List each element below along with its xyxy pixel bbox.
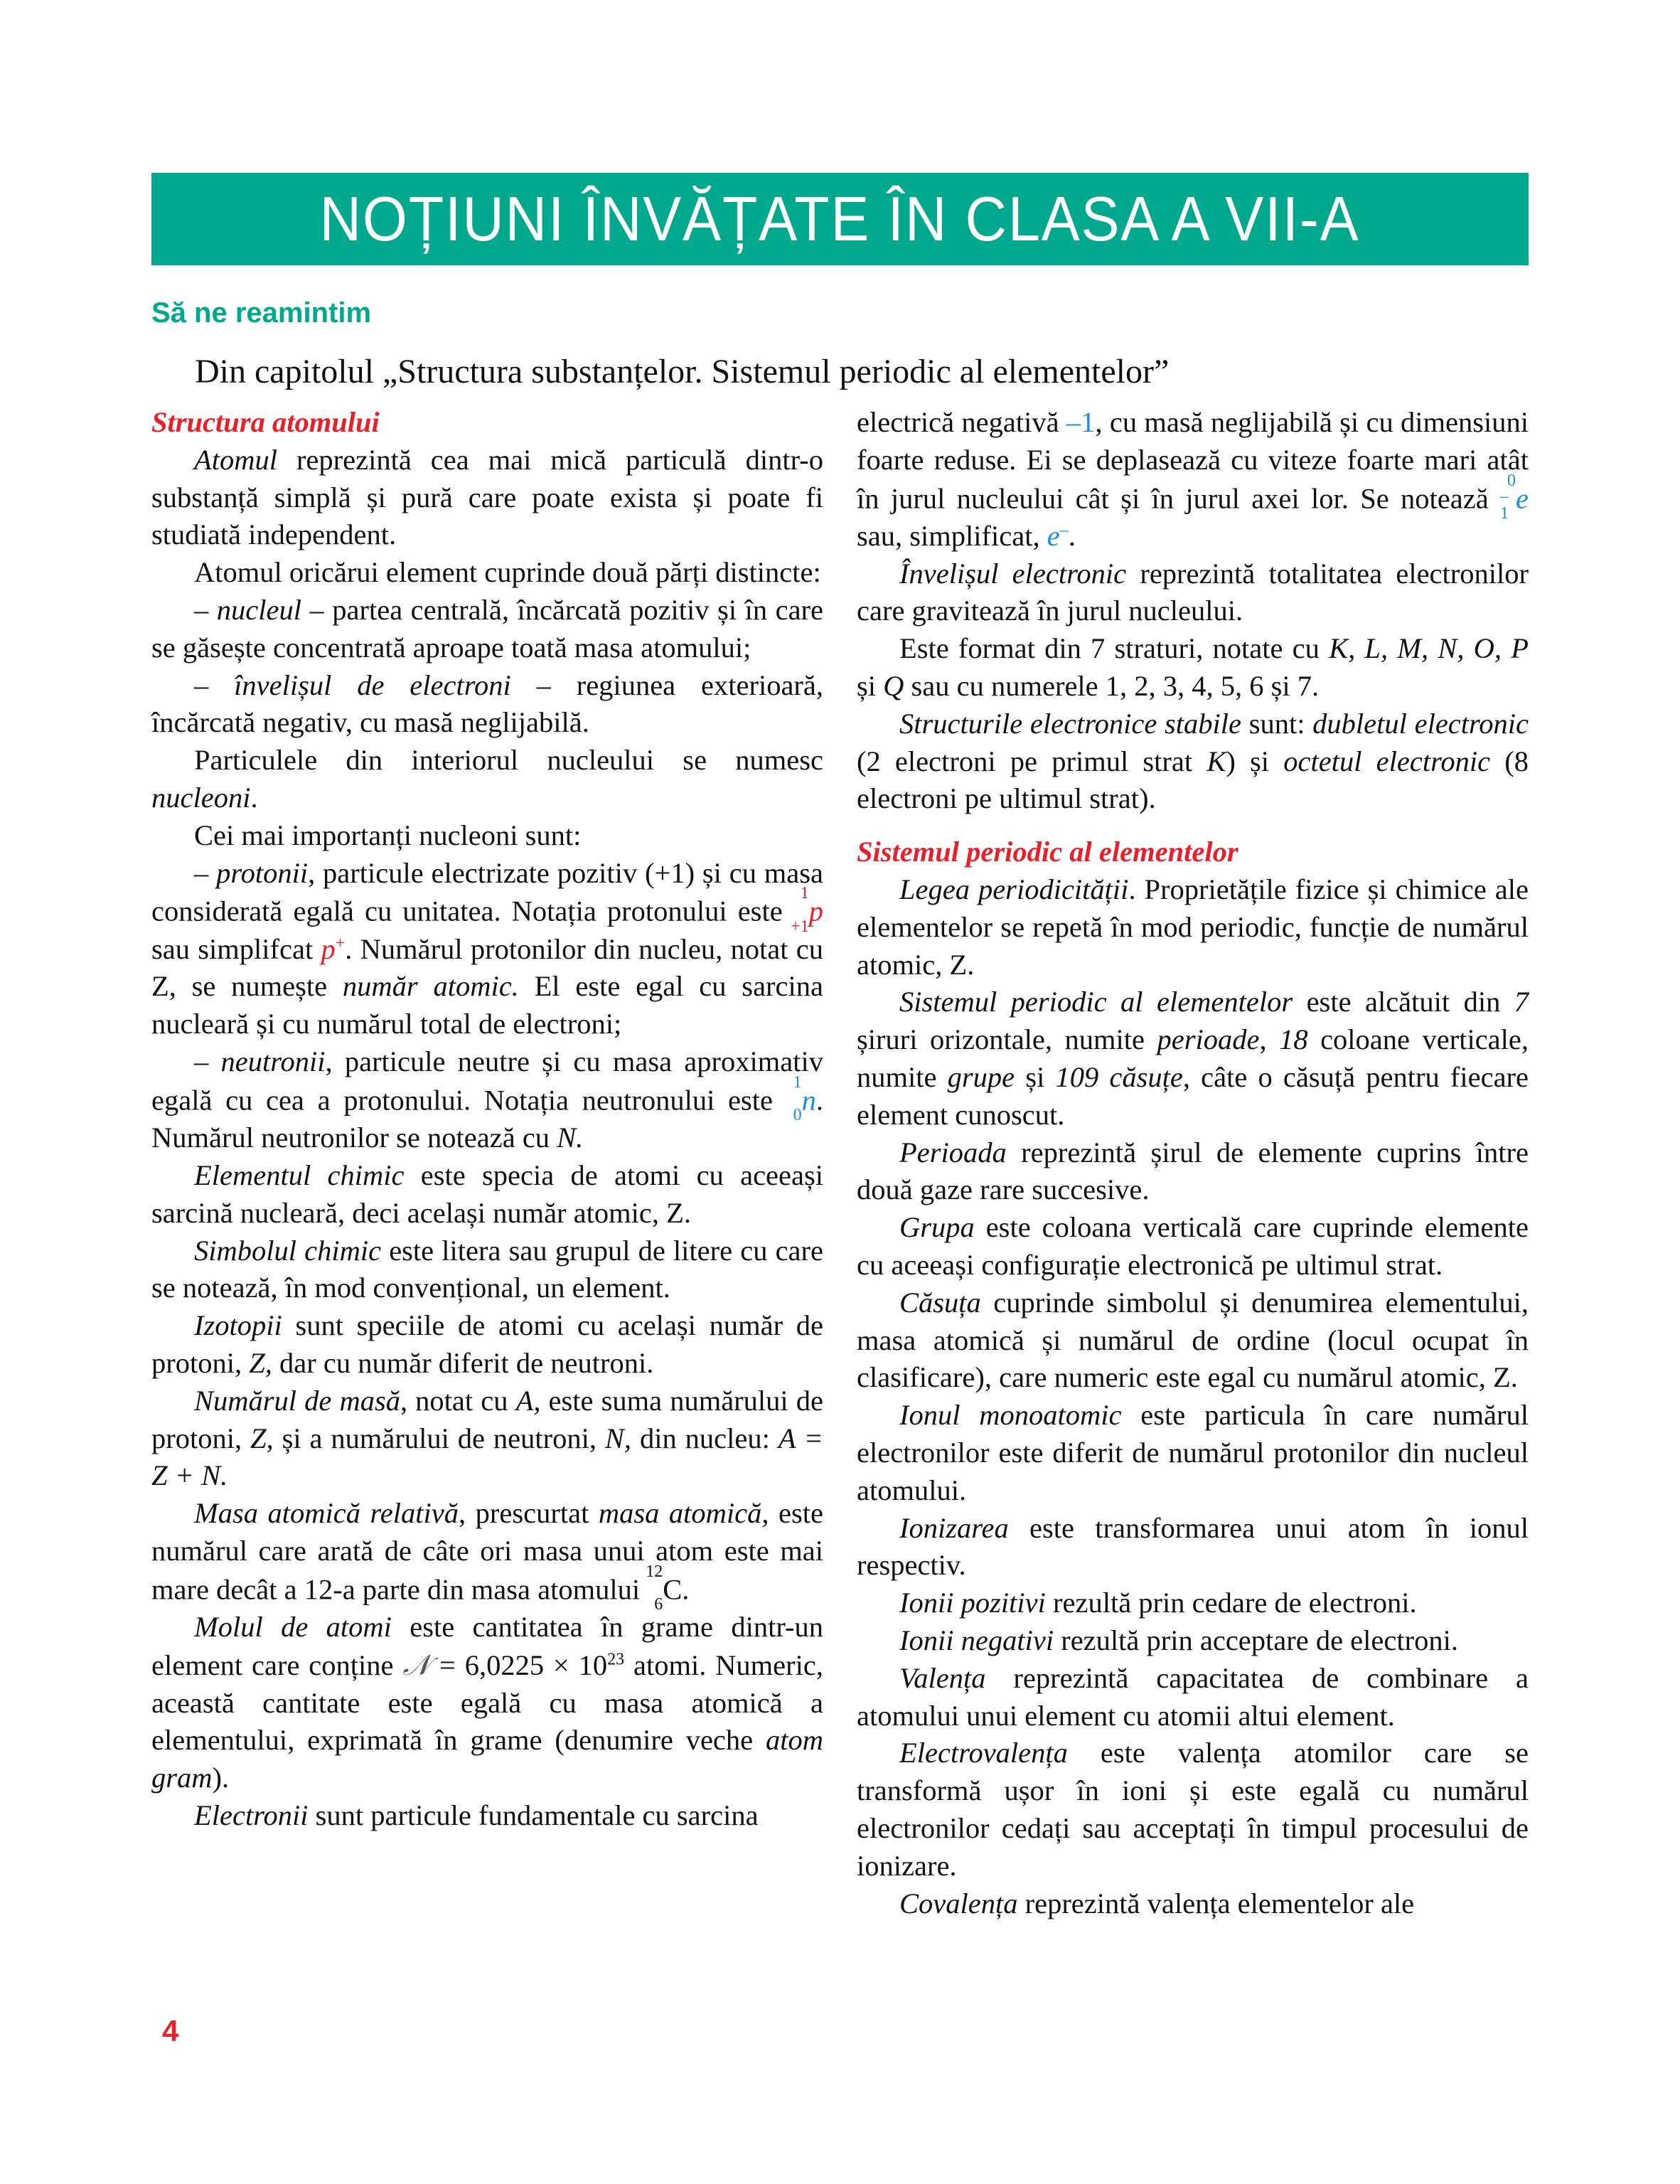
paragraph-protons: – protonii, particule electrizate pozitiv (+1) și cu masa considerată egală cu unitatea. Notația protonului este 1 +1 p sau simplifcat p+. Numărul protonilor din nucleu, notat cu Z, se numește număr atomic. El este egal cu sarcina nucleară și cu numărul total de electroni; bbox=[151, 856, 823, 1040]
proton-notation: 1 +1 bbox=[791, 884, 809, 936]
paragraph-periodic-system: Sistemul periodic al elementelor este alcătuit din 7 șiruri orizontale, numite perioade, 18 coloane verticale, numite grupe și 109 căsuțe, câte o căsuță pentru fiecare element cunoscut. bbox=[857, 986, 1529, 1131]
section-title-atom-structure: Structura atomului bbox=[151, 406, 380, 438]
chapter-reference: Din capitolul „Structura substanțelor. Sistemul periodic al elementelor” bbox=[195, 353, 1170, 390]
chapter-banner bbox=[151, 173, 1529, 265]
electron-charge: –1 bbox=[1066, 406, 1096, 438]
paragraph-mole: Molul de atomi este cantitatea în grame dintr-un element care conține 𝒩 = $6,0225 \times 10^{23}$ atomi. Numeric, această cantitate este egală cu masa atomică a elementului, exprimată în grame (denumire veche atom gram). bbox=[151, 1611, 823, 1794]
paragraph-electrons-cont: electrică negativă –1, cu masă neglijabilă și cu dimensiuni foarte reduse. Ei se deplasează cu viteze foarte mari atât în jurul nucleului cât și în jurul axei lor. Se notează 0 –1 e sau, simplificat, e–. bbox=[857, 406, 1529, 552]
paragraph-nucleus: – nucleul – partea centrală, încărcată pozitiv și în care se găsește concentrată aproape toată masa atomului; bbox=[151, 593, 824, 664]
paragraph-atom-parts: Atomul oricărui element cuprinde două părți distincte: bbox=[194, 556, 821, 589]
paragraph-stable-structures: Structurile electronice stabile sunt: dubletul electronic (2 electroni pe primul strat K) și octetul electronic (8 electroni pe ultimul strat). bbox=[857, 707, 1529, 815]
paragraph-important-nucleons: Cei mai importanți nucleoni sunt: bbox=[194, 819, 582, 851]
electron-simple-notation: e bbox=[1047, 519, 1060, 552]
electron-notation: 0 –1 bbox=[1500, 471, 1516, 523]
paragraph-nucleons: Particulele din interiorul nucleului se numesc nucleoni. bbox=[151, 744, 823, 814]
page-number: 4 bbox=[162, 2014, 179, 2047]
section-title-periodic-system: Sistemul periodic al elementelor bbox=[857, 836, 1238, 868]
paragraph-periodic-law: Legea periodicității. Proprietățile fizice și chimice ale elementelor se repetă în mod periodic, funcție de numărul atomic, Z. bbox=[857, 873, 1529, 981]
section-subhead: Să ne reamintim bbox=[151, 297, 372, 329]
paragraph-chemical-symbol: Simbolul chimic este litera sau grupul de litere cu care se notează, în mod convențional, un element. bbox=[151, 1234, 823, 1304]
paragraph-electrons: Electronii sunt particule fundamentale cu sarcina bbox=[194, 1799, 759, 1831]
proton-simple-notation: p bbox=[321, 932, 336, 965]
paragraph-group: Grupa este coloana verticală care cuprinde elemente cu aceeași configurație electronică pe ultimul strat. bbox=[857, 1211, 1529, 1282]
paragraph-valence: Valența reprezintă capacitatea de combinare a atomului unui element cu atomii altui element. bbox=[857, 1661, 1529, 1732]
avogadro-symbol: 𝒩 bbox=[402, 1647, 431, 1682]
paragraph-chemical-element: Elementul chimic este specia de atomi cu aceeași sarcină nucleară, deci același număr atomic, Z. bbox=[151, 1158, 823, 1229]
paragraph-covalence: Covalența reprezintă valența elementelor ale bbox=[899, 1887, 1415, 1919]
left-column bbox=[151, 404, 823, 1835]
paragraph-period: Perioada reprezintă șirul de elemente cuprins între două gaze rare succesive. bbox=[857, 1136, 1529, 1206]
paragraph-electron-shell: – învelișul de electroni – regiunea exterioară, încărcată negativ, cu masă neglijabilă. bbox=[151, 668, 824, 739]
paragraph-atom: Atomul reprezintă cea mai mică particulă dintr-o substanță simplă și pură care poate exista și poate fi studiată independent. bbox=[151, 443, 823, 551]
paragraph-monoatomic-ion: Ionul monoatomic este particula în care numărul electronilor este diferit de numărul protonilor din nucleul atomului. bbox=[857, 1399, 1529, 1506]
paragraph-neutrons: – neutronii, particule neutre și cu masa aproximativ egală cu cea a protonului. Notația neutronului este 1 0 n. Numărul neutronilor se notează cu N. bbox=[151, 1045, 824, 1154]
paragraph-isotopes: Izotopii sunt speciile de atomi cu același număr de protoni, Z, dar cu număr diferit de neutroni. bbox=[151, 1309, 823, 1379]
chapter-title: NOȚIUNI ÎNVĂȚATE ÎN CLASA A VII-A bbox=[320, 183, 1360, 254]
term: Atomul bbox=[194, 443, 277, 476]
mass-number-formula: A = Z + N. bbox=[151, 1422, 823, 1492]
carbon-notation: 12 6 bbox=[646, 1562, 663, 1614]
paragraph-layers: Este format din 7 straturi, notate cu K, L, M, N, O, P și Q sau cu numerele 1, 2, 3, 4, 5, 6 și 7. bbox=[857, 632, 1529, 703]
paragraph-cell: Căsuța cuprinde simbolul și denumirea elementului, masa atomică și numărul de ordine (locul ocupat în clasificare), care numeric este egal cu numărul atomic, Z. bbox=[857, 1286, 1529, 1394]
paragraph-positive-ions: Ionii pozitivi rezultă prin cedare de electroni. bbox=[899, 1587, 1417, 1619]
right-column bbox=[857, 404, 1529, 1922]
paragraph-ionization: Ionizarea este transformarea unui atom în ionul respectiv. bbox=[857, 1511, 1529, 1582]
paragraph-electron-shell-def: Învelișul electronic reprezintă totalitatea electronilor care gravitează în jurul nucleului. bbox=[857, 557, 1529, 627]
neutron-notation: 1 0 bbox=[793, 1072, 802, 1125]
paragraph-mass-number: Numărul de masă, notat cu A, este suma numărului de protoni, Z, și a numărului de neutroni, N, din nucleu: A = Z + N. bbox=[151, 1384, 823, 1492]
paragraph-electrovalence: Electrovalența este valența atomilor care se transformă ușor în ioni și este egală cu numărul electronilor cedați sau acceptați în timpul procesului de ionizare. bbox=[857, 1737, 1529, 1882]
paragraph-negative-ions: Ionii negativi rezultă prin acceptare de electroni. bbox=[899, 1624, 1458, 1656]
paragraph-atomic-mass: Masa atomică relativă, prescurtat masa atomică, este numărul care arată de câte ori masa unui atom este mai mare decât a 12-a parte din masa atomului 12 6 C. bbox=[151, 1497, 823, 1614]
